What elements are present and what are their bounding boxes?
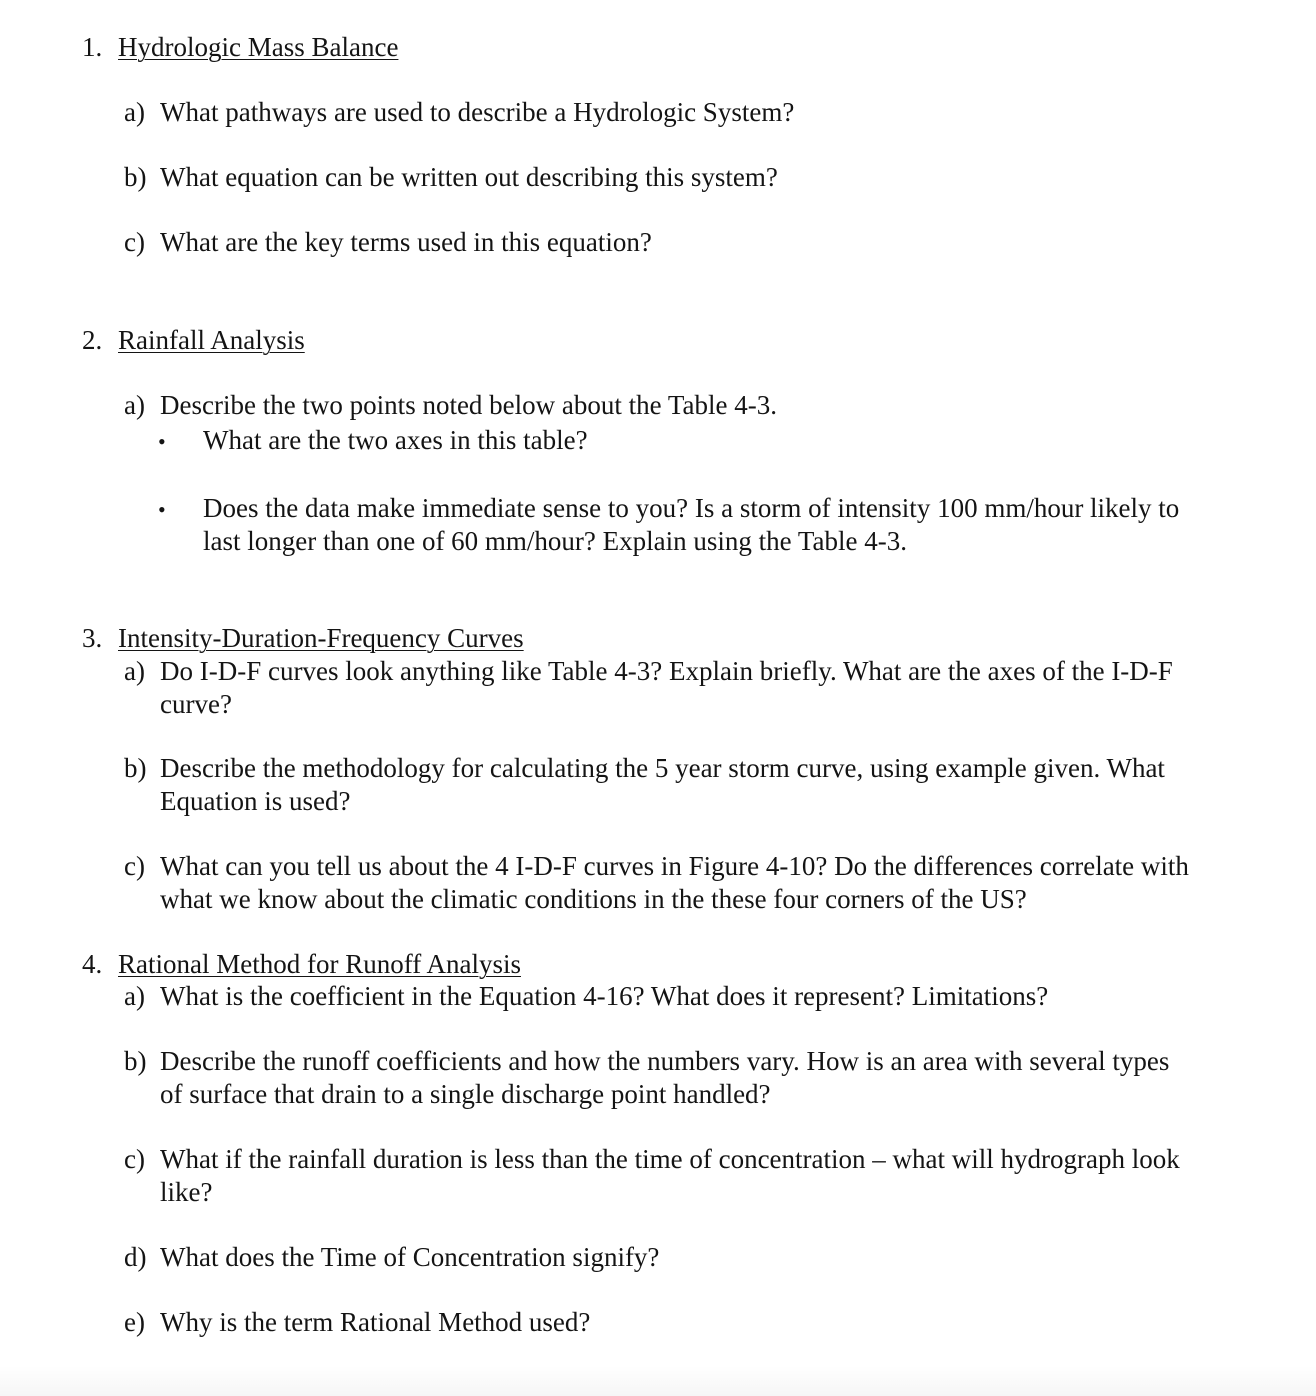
question-text: What pathways are used to describe a Hydrologic System? (160, 97, 795, 127)
section-number: 3. (82, 623, 103, 653)
question-text: What does the Time of Concentration signify? (160, 1242, 660, 1272)
item-label: c) (124, 1144, 145, 1174)
item-label: c) (124, 227, 145, 257)
item-label: e) (124, 1307, 145, 1337)
question-text: What are the key terms used in this equation? (160, 227, 652, 257)
item-label: a) (124, 656, 145, 686)
item-label: a) (124, 97, 145, 127)
question-text: Describe the methodology for calculating the 5 year storm curve, using example given. What Equation is used? (160, 753, 1165, 816)
item-label: a) (124, 981, 145, 1011)
item-label: b) (124, 1046, 147, 1076)
page-bottom-edge (0, 1366, 1316, 1396)
section-title: Hydrologic Mass Balance (118, 32, 399, 62)
section-number: 2. (82, 325, 103, 355)
item-label: a) (124, 390, 145, 420)
bullet-icon: • (158, 429, 166, 454)
question-text: Describe the runoff coefficients and how the numbers vary. How is an area with several types of surface that drain to a single discharge point handled? (160, 1046, 1170, 1109)
section-number: 1. (82, 32, 103, 62)
item-label: b) (124, 753, 147, 783)
item-label: b) (124, 162, 147, 192)
question-text: Why is the term Rational Method used? (160, 1307, 591, 1337)
question-text: What can you tell us about the 4 I-D-F curves in Figure 4-10? Do the differences correlate with what we know about the climatic conditions in the these four corners of the US? (160, 851, 1189, 914)
section-title: Intensity-Duration-Frequency Curves (118, 623, 524, 653)
question-text: Describe the two points noted below about the Table 4-3. (160, 390, 777, 420)
question-text: Do I-D-F curves look anything like Table 4-3? Explain briefly. What are the axes of the I-D-F curve? (160, 656, 1173, 719)
bullet-icon: • (158, 497, 166, 522)
question-text: What if the rainfall duration is less than the time of concentration – what will hydrograph look like? (160, 1144, 1180, 1207)
item-label: c) (124, 851, 145, 881)
section-title: Rational Method for Runoff Analysis (118, 949, 521, 979)
question-text: What equation can be written out describing this system? (160, 162, 778, 192)
bullet-text: Does the data make immediate sense to you? Is a storm of intensity 100 mm/hour likely to last longer than one of 60 mm/hour? Explain using the Table 4-3. (203, 493, 1180, 556)
section-title: Rainfall Analysis (118, 325, 305, 355)
section-number: 4. (82, 949, 103, 979)
bullet-text: What are the two axes in this table? (203, 425, 588, 455)
question-text: What is the coefficient in the Equation 4-16? What does it represent? Limitations? (160, 981, 1049, 1011)
item-label: d) (124, 1242, 147, 1272)
